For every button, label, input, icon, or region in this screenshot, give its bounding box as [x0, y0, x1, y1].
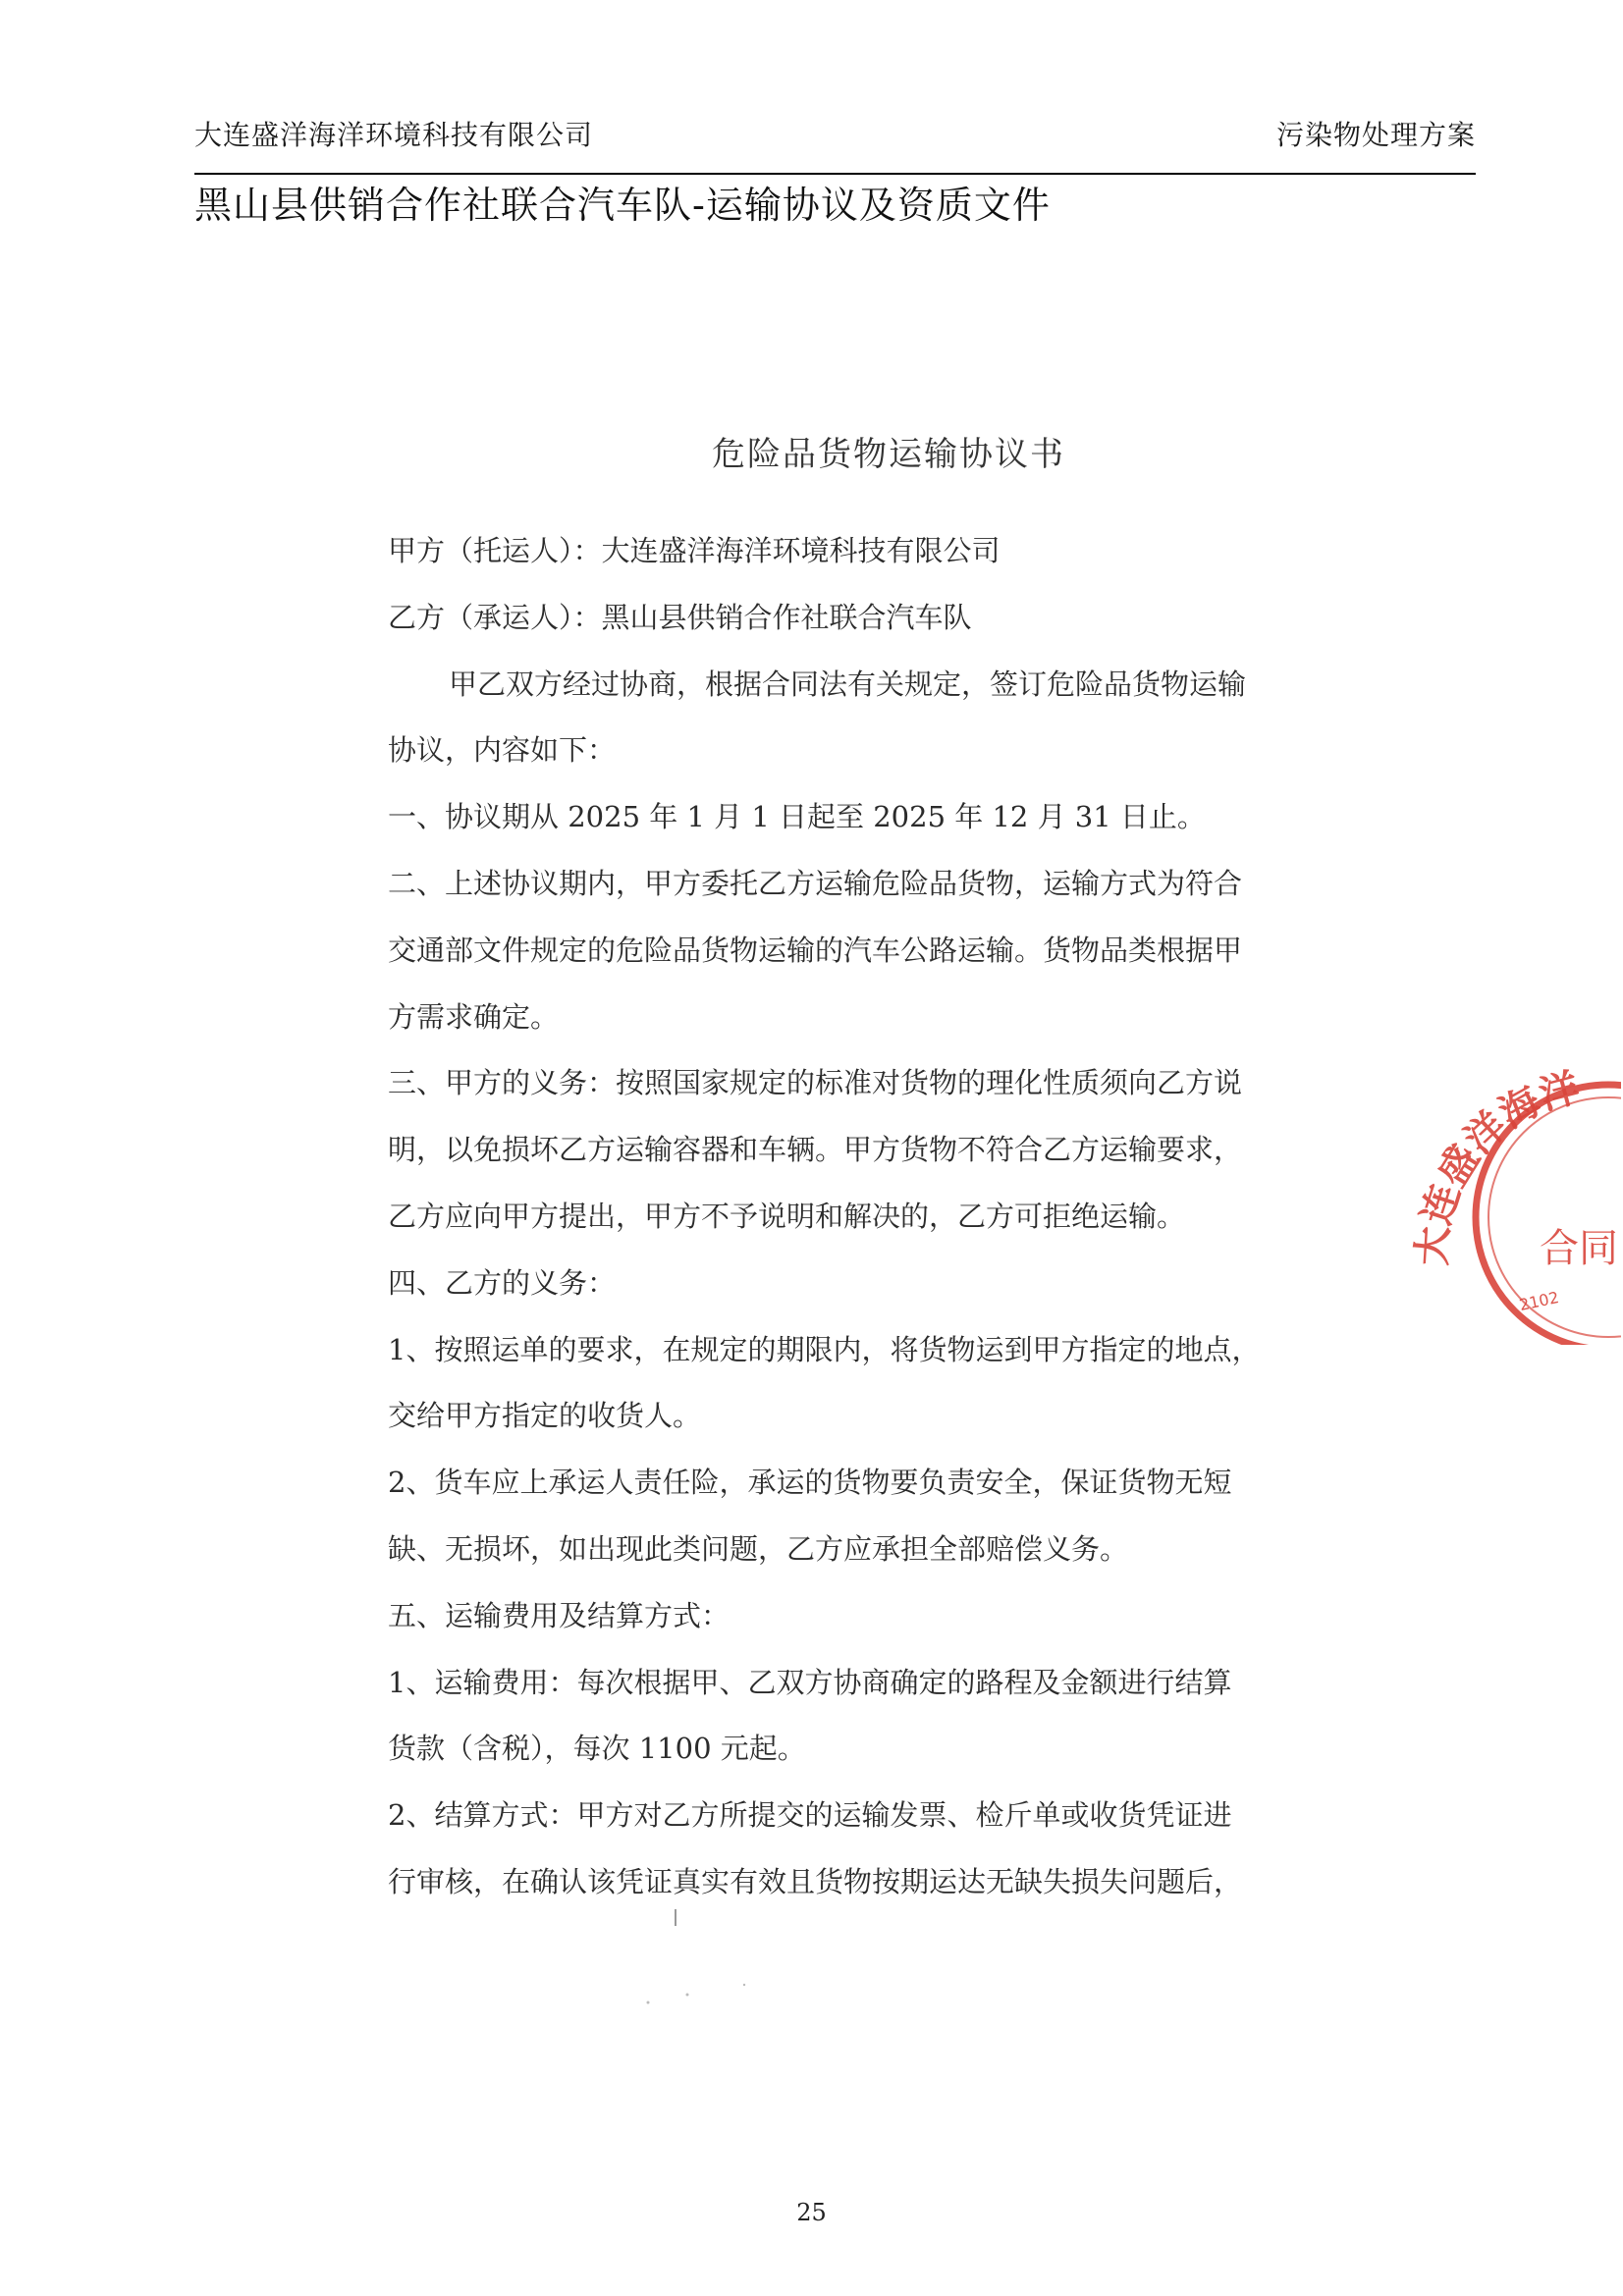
document-type: 污染物处理方案: [1275, 119, 1476, 151]
agreement-line: 甲方（托运人）：大连盛洋海洋环境科技有限公司: [388, 534, 1001, 567]
agreement-line: 方需求确定。: [388, 999, 560, 1034]
agreement-line: 五、运输费用及结算方式：: [388, 1598, 730, 1632]
agreement-line: 交给甲方指定的收货人。: [388, 1399, 702, 1433]
agreement-line: 交通部文件规定的危险品货物运输的汽车公路运输。货物品类根据甲: [388, 933, 1243, 967]
seal-subtext: 合同: [1540, 1226, 1618, 1271]
seal-text: 大连盛洋海洋: [1409, 1065, 1585, 1267]
seal-code: 2102: [1517, 1287, 1561, 1314]
agreement-line: 1、按照运单的要求，在规定的期限内，将货物运到甲方指定的地点，: [388, 1332, 1261, 1366]
page-number: 25: [796, 2199, 827, 2226]
agreement-line: 一、协议期从 2025 年 1 月 1 日起至 2025 年 12 月 31 日止。: [388, 800, 1206, 834]
agreement-line: 二、上述协议期内，甲方委托乙方运输危险品货物，运输方式为符合: [388, 866, 1243, 900]
agreement-line: 1、运输费用：每次根据甲、乙双方协商确定的路程及金额进行结算: [388, 1665, 1232, 1699]
agreement-line: 乙方应向甲方提出，甲方不予说明和解决的，乙方可拒绝运输。: [388, 1199, 1186, 1233]
agreement-line: 三、甲方的义务：按照国家规定的标准对货物的理化性质须向乙方说: [388, 1066, 1243, 1100]
agreement-title: 危险品货物运输协议书: [712, 435, 1065, 474]
agreement-line: 货款（含税），每次 1100 元起。: [388, 1732, 806, 1766]
agreement-line: 四、乙方的义务：: [388, 1265, 617, 1300]
company-name: 大连盛洋海洋环境科技有限公司: [194, 119, 594, 151]
agreement-line: 缺、无损坏，如出现此类问题，乙方应承担全部赔偿义务。: [388, 1531, 1129, 1566]
section-title: 黑山县供销合作社联合汽车队-运输协议及资质文件: [194, 184, 1051, 227]
agreement-line: 乙方（承运人）：黑山县供销合作社联合汽车队: [388, 600, 972, 634]
agreement-line: 2、结算方式：甲方对乙方所提交的运输发票、检斤单或收货凭证进: [388, 1798, 1232, 1833]
agreement-line: 2、货车应上承运人责任险，承运的货物要负责安全，保证货物无短: [388, 1466, 1232, 1500]
agreement-line: 明，以免损坏乙方运输容器和车辆。甲方货物不符合乙方运输要求，: [388, 1133, 1243, 1167]
agreement-line: 甲乙双方经过协商，根据合同法有关规定，签订危险品货物运输: [449, 667, 1247, 701]
agreement-line: 协议，内容如下：: [388, 733, 617, 768]
agreement-line: 行审核，在确认该凭证真实有效且货物按期运达无缺失损失问题后，: [388, 1864, 1243, 1898]
